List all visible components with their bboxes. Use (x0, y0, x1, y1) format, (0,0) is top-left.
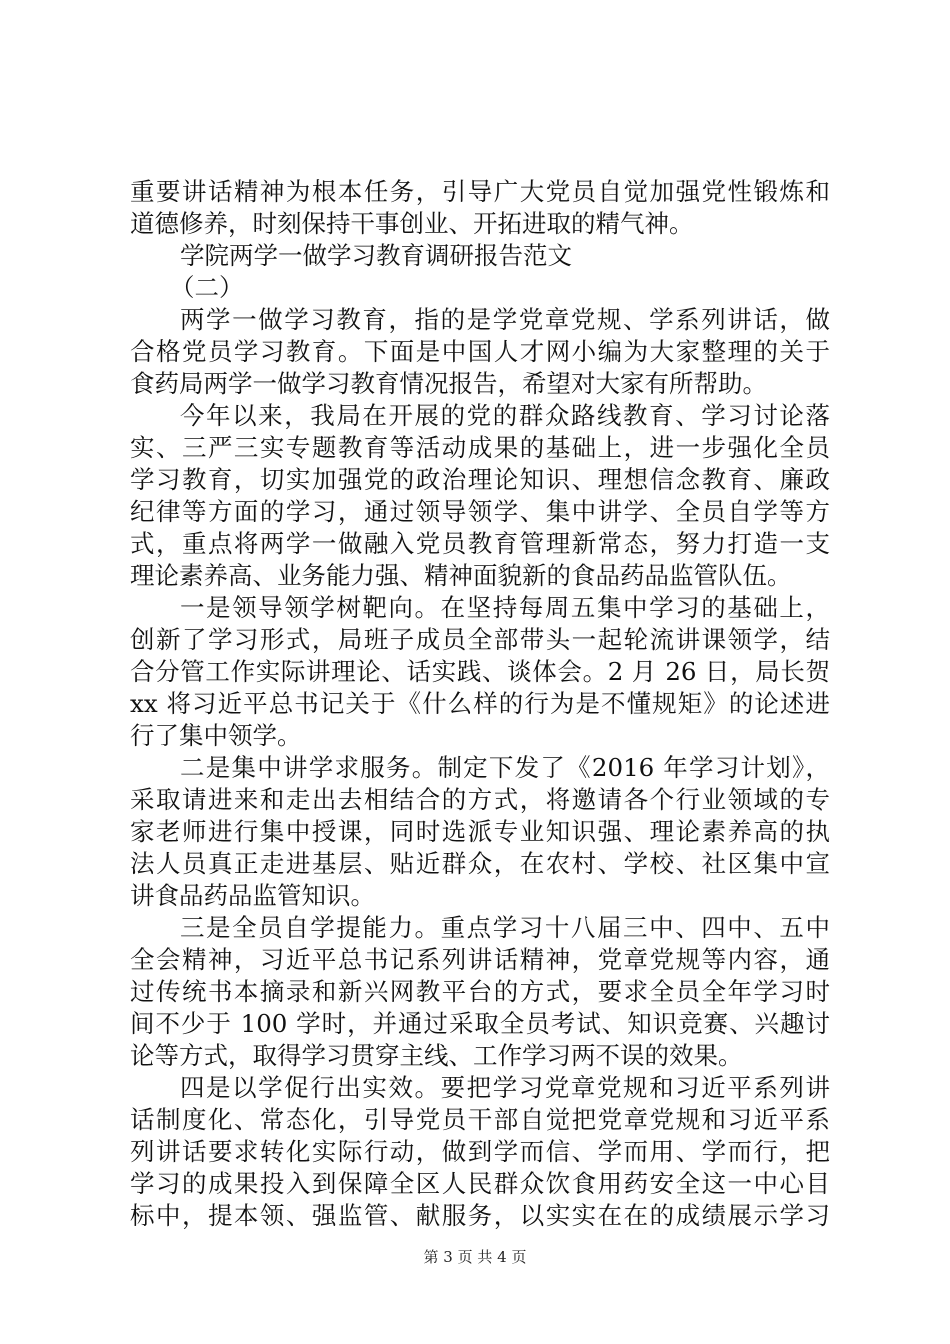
text-line: 一是领导领学树靶向。在坚持每周五集中学习的基础上， (180, 593, 830, 622)
text-line: 合分管工作实际讲理论、话实践、谈体会。2 月 26 日，局长贺 (130, 657, 830, 686)
text-line: 两学一做学习教育，指的是学党章党规、学系列讲话，做 (180, 305, 830, 334)
text-line: 标中，提本领、强监管、献服务，以实实在在的成绩展示学习 (130, 1201, 830, 1230)
page-footer: 第 3 页 共 4 页 (423, 1248, 527, 1266)
text-line: 法人员真正走进基层、贴近群众，在农村、学校、社区集中宣 (130, 849, 830, 878)
text-line: 全会精神，习近平总书记系列讲话精神，党章党规等内容，通 (130, 945, 830, 974)
text-line: 创新了学习形式，局班子成员全部带头一起轮流讲课领学，结 (130, 625, 830, 654)
text-line: 间不少于 100 学时，并通过采取全员考试、知识竞赛、兴趣讨 (130, 1009, 830, 1038)
text-line: xx 将习近平总书记关于《什么样的行为是不懂规矩》的论述进 (130, 689, 830, 718)
text-line: 行了集中领学。 (130, 721, 302, 750)
document-body (130, 176, 830, 1232)
text-line: 论等方式，取得学习贯穿主线、工作学习两不误的效果。 (130, 1041, 743, 1070)
text-line: 道德修养，时刻保持干事创业、开拓进取的精气神。 (130, 209, 694, 238)
text-line: 采取请进来和走出去相结合的方式，将邀请各个行业领域的专 (130, 785, 830, 814)
text-line: 今年以来，我局在开展的党的群众路线教育、学习讨论落 (180, 401, 830, 430)
text-line: 四是以学促行出实效。要把学习党章党规和习近平系列讲 (180, 1073, 830, 1102)
text-line: 列讲话要求转化实际行动，做到学而信、学而用、学而行，把 (130, 1137, 830, 1166)
text-line: 纪律等方面的学习，通过领导领学、集中讲学、全员自学等方 (130, 497, 830, 526)
text-line: 三是全员自学提能力。重点学习十八届三中、四中、五中 (180, 913, 830, 942)
text-line: 讲食品药品监管知识。 (130, 881, 375, 910)
text-line: 重要讲话精神为根本任务，引导广大党员自觉加强党性锻炼和 (130, 177, 830, 206)
text-line: 过传统书本摘录和新兴网教平台的方式，要求全员全年学习时 (130, 977, 830, 1006)
text-line: 理论素养高、业务能力强、精神面貌新的食品药品监管队伍。 (130, 561, 792, 590)
text-line: 二是集中讲学求服务。制定下发了《2016 年学习计划》， (180, 753, 830, 782)
text-line: （二） (170, 273, 244, 302)
text-line: 合格党员学习教育。下面是中国人才网小编为大家整理的关于 (130, 337, 830, 366)
text-line: 学习教育，切实加强党的政治理论知识、理想信念教育、廉政 (130, 465, 830, 494)
document-subtitle: 学院两学一做学习教育调研报告范文 (180, 241, 572, 270)
text-line: 实、三严三实专题教育等活动成果的基础上，进一步强化全员 (130, 433, 830, 462)
text-line: 家老师进行集中授课，同时选派专业知识强、理论素养高的执 (130, 817, 830, 846)
text-line: 式，重点将两学一做融入党员教育管理新常态，努力打造一支 (130, 529, 830, 558)
text-line: 学习的成果投入到保障全区人民群众饮食用药安全这一中心目 (130, 1169, 830, 1198)
text-line: 话制度化、常态化，引导党员干部自觉把党章党规和习近平系 (130, 1105, 830, 1134)
text-line: 食药局两学一做学习教育情况报告，希望对大家有所帮助。 (130, 369, 767, 398)
